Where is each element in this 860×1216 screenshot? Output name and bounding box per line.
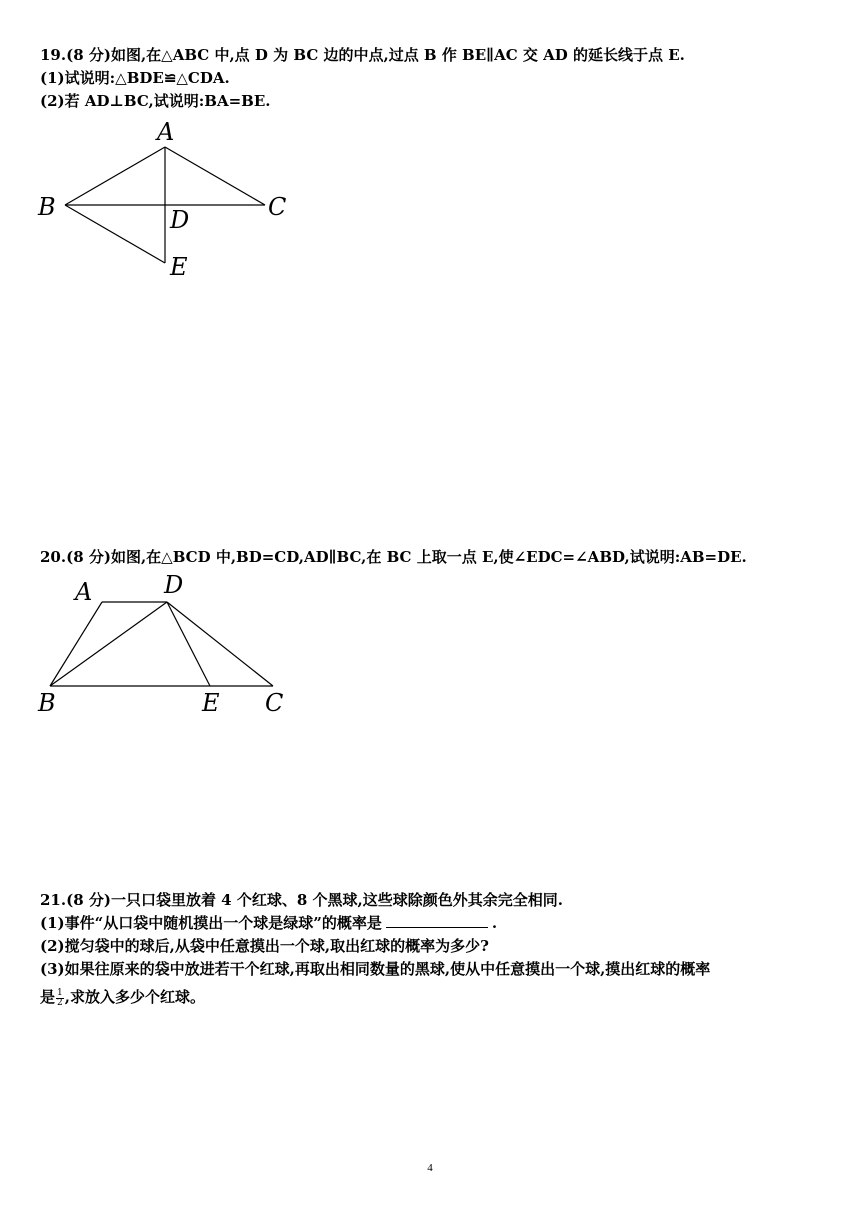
q20-figure: [30, 565, 300, 725]
answer-blank[interactable]: [386, 913, 488, 928]
label-c: C: [268, 193, 287, 221]
label-b: B: [38, 689, 56, 717]
fraction-one-half: [56, 989, 64, 1008]
label-b: B: [38, 193, 56, 221]
q19-stem: 19.(8 分)如图,在△ABC 中,点 D 为 BC 边的中点,过点 B 作 BE∥AC 交 AD 的延长线于点 E.: [40, 46, 685, 64]
q19-part2: (2)若 AD⊥BC,试说明:BA=BE.: [40, 92, 271, 110]
segment-ac: [165, 147, 265, 205]
q21-part1-text: (1)事件“从口袋中随机摸出一个球是绿球”的概率是: [40, 914, 382, 932]
q21-part3-line2: [40, 986, 205, 1008]
q21-part3-line1: (3)如果往原来的袋中放进若干个红球,再取出相同数量的黑球,使从中任意摸出一个球,摸出红球的概率: [40, 960, 711, 978]
segment-ab: [50, 602, 102, 686]
page-number: 4: [427, 1162, 433, 1174]
q21-part2: (2)搅匀袋中的球后,从袋中任意摸出一个球,取出红球的概率为多少?: [40, 937, 489, 955]
label-c: C: [265, 689, 284, 717]
fraction-numerator: 1: [57, 987, 63, 998]
q21-part3-suffix: ,求放入多少个红球。: [64, 988, 205, 1006]
segment-be: [65, 205, 165, 263]
q21-part1: [40, 912, 497, 933]
segment-bd: [50, 602, 167, 686]
segment-de: [167, 602, 210, 686]
segment-dc: [167, 602, 273, 686]
label-d: D: [170, 206, 190, 234]
segment-ab: [65, 147, 165, 205]
label-e: E: [202, 689, 220, 717]
q21-part1-period: .: [491, 914, 498, 932]
fraction-denominator: 2: [57, 997, 63, 1008]
label-e: E: [170, 253, 188, 281]
q19-figure: [30, 110, 300, 290]
q21-stem: 21.(8 分)一只口袋里放着 4 个红球、8 个黑球,这些球除颜色外其余完全相同.: [40, 891, 563, 909]
q19-part1: (1)试说明:△BDE≌△CDA.: [40, 69, 230, 87]
label-a: A: [75, 578, 93, 606]
q21-part3-prefix: 是: [40, 988, 56, 1006]
label-a: A: [157, 118, 175, 146]
q20-stem: 20.(8 分)如图,在△BCD 中,BD=CD,AD∥BC,在 BC 上取一点 E,使∠EDC=∠ABD,试说明:AB=DE.: [40, 548, 747, 566]
label-d: D: [164, 571, 184, 599]
